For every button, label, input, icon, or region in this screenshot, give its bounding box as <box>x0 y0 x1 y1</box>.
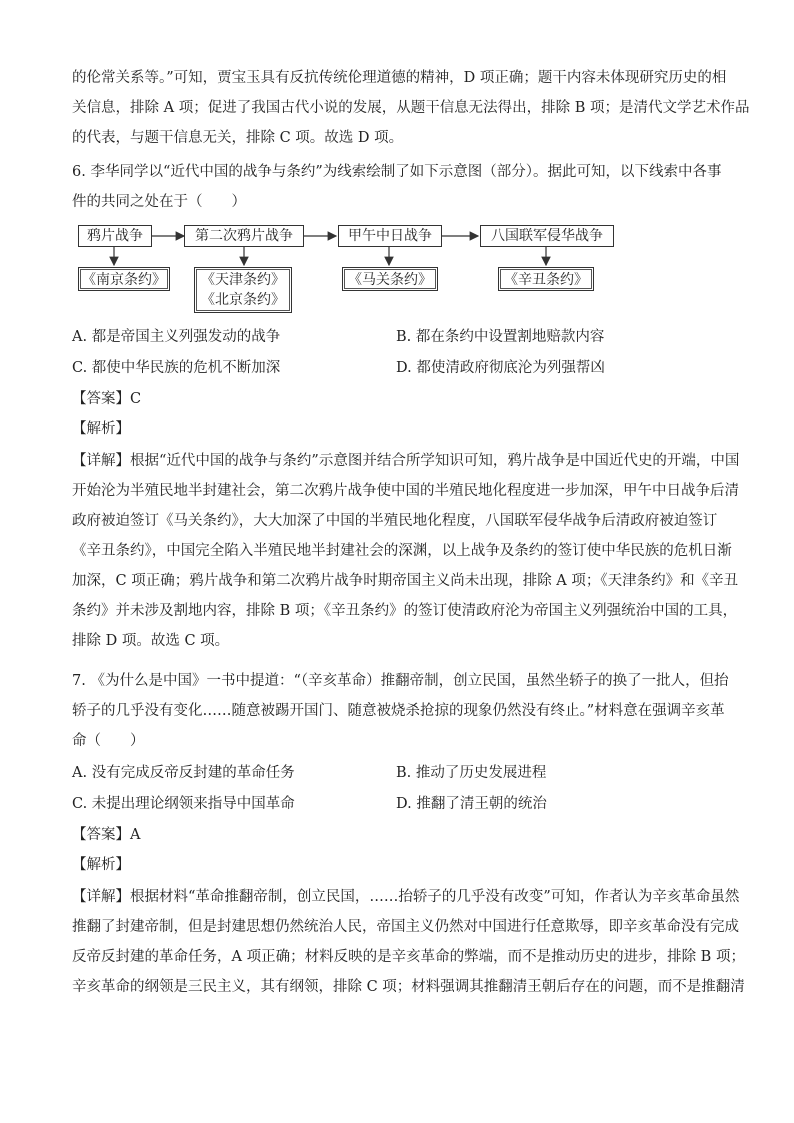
war-box-sino-japanese-war <box>338 225 442 247</box>
q6-stem <box>72 157 726 217</box>
treaty-label: 《北京条约》 <box>201 292 285 308</box>
treaty-box-nanjing <box>78 267 170 291</box>
treaty-box-shimonoseki <box>342 267 438 291</box>
treaty-label: 《马关条约》 <box>348 272 432 288</box>
q6-detail <box>72 446 740 656</box>
q7-option-d[interactable]: D. 推翻了清王朝的统治 <box>396 796 547 812</box>
q7-option-b[interactable]: B. 推动了历史发展进程 <box>396 765 547 781</box>
answer-tag: 【答案】 <box>72 827 130 843</box>
text-line: 《辛丑条约》，中国完全陷入半殖民地半封建社会的深渊，以上战争及条约的签订使中华民族的危机日渐 <box>72 543 732 559</box>
q7-option-a[interactable]: A. 没有完成反帝反封建的革命任务 <box>72 765 295 781</box>
q6-option-c[interactable]: C. 都使中华民族的危机不断加深 <box>72 360 281 376</box>
answer-value: A <box>130 827 141 843</box>
text-line: 政府被迫签订《马关条约》，大大加深了中国的半殖民地化程度，八国联军侵华战争后清政府被迫签订 <box>72 513 718 529</box>
treaty-box-tianjin-beijing <box>194 267 292 313</box>
text-line: 6. 李华同学以“近代中国的战争与条约”为线索绘制了如下示意图（部分）。据此可知，以下线索中各事 <box>72 164 722 180</box>
analysis-tag: 【解析】 <box>72 857 130 873</box>
text-line: 辛亥革命的纲领是三民主义，其有纲领，排除 C 项；材料强调其推翻清王朝后存在的问题，而不是推翻清 <box>72 979 745 995</box>
war-label: 八国联军侵华战争 <box>491 228 603 244</box>
treaty-label: 《辛丑条约》 <box>504 272 588 288</box>
text-line: 的代表，与题干信息无关，排除 C 项。故选 D 项。 <box>72 130 404 146</box>
text-line: 推翻了封建帝制，但是封建思想仍然统治人民，帝国主义仍然对中国进行任意欺辱，即辛亥革命没有完成 <box>72 919 739 935</box>
q7-answer <box>72 820 726 880</box>
analysis-tag: 【解析】 <box>72 421 130 437</box>
text-line: 加深，C 项正确；鸦片战争和第二次鸦片战争时期帝国主义尚未出现，排除 A 项；《天津条约》和《辛丑 <box>72 573 739 589</box>
text-line: 命（ ） <box>72 733 145 749</box>
war-box-eight-nation-alliance <box>480 225 614 247</box>
treaty-label: 《南京条约》 <box>82 272 166 288</box>
prev-explanation <box>72 63 750 153</box>
q6-answer <box>72 384 726 444</box>
text-line: 条约》并未涉及割地内容，排除 B 项；《辛丑条约》的签订使清政府沦为帝国主义列强统治中国的工具， <box>72 603 738 619</box>
war-label: 第二次鸦片战争 <box>195 228 293 244</box>
answer-tag: 【答案】 <box>72 391 130 407</box>
q6-option-b[interactable]: B. 都在条约中设置割地赔款内容 <box>396 329 605 345</box>
q7-stem <box>72 666 729 756</box>
war-label: 甲午中日战争 <box>348 228 432 244</box>
text-line: 排除 D 项。故选 C 项。 <box>72 633 230 649</box>
text-line: 开始沦为半殖民地半封建社会，第二次鸦片战争使中国的半殖民地化程度进一步加深，甲午中日战争后清 <box>72 483 739 499</box>
q6-option-a[interactable]: A. 都是帝国主义列强发动的战争 <box>72 329 281 345</box>
text-line: 反帝反封建的革命任务，A 项正确；材料反映的是辛亥革命的弊端，而不是推动历史的进步，排除 B 项； <box>72 949 745 965</box>
text-line: 件的共同之处在于（ ） <box>72 194 246 210</box>
q7-detail <box>72 882 745 1002</box>
text-line: 的伦常关系等。”可知，贾宝玉具有反抗传统伦理道德的精神，D 项正确；题干内容未体现研究历史的相 <box>72 70 727 86</box>
answer-value: C <box>130 391 142 407</box>
war-box-opium-war <box>78 225 152 247</box>
war-box-second-opium-war <box>184 225 304 247</box>
text-line: 【详解】根据材料“革命推翻帝制，创立民国，……抬轿子的几乎没有改变”可知，作者认为辛亥革命虽然 <box>72 889 740 905</box>
treaty-label: 《天津条约》 <box>201 272 285 288</box>
text-line: 关信息，排除 A 项；促进了我国古代小说的发展，从题干信息无法得出，排除 B 项；是清代文学艺术作品 <box>72 100 750 116</box>
treaty-box-xinchou <box>498 267 594 291</box>
war-label: 鸦片战争 <box>87 228 143 244</box>
text-line: 轿子的几乎没有变化……随意被踢开国门、随意被烧杀抢掠的现象仍然没有终止。”材料意在强调辛亥革 <box>72 703 725 719</box>
q6-option-d[interactable]: D. 都使清政府彻底沦为列强帮凶 <box>396 360 605 376</box>
war-treaty-diagram <box>78 225 618 315</box>
text-line: 7. 《为什么是中国》一书中提道：“（辛亥革命）推翻帝制，创立民国，虽然坐轿子的换了一批人，但抬 <box>72 673 729 689</box>
q7-option-c[interactable]: C. 未提出理论纲领来指导中国革命 <box>72 796 295 812</box>
text-line: 【详解】根据“近代中国的战争与条约”示意图并结合所学知识可知，鸦片战争是中国近代史的开端，中国 <box>72 453 740 469</box>
